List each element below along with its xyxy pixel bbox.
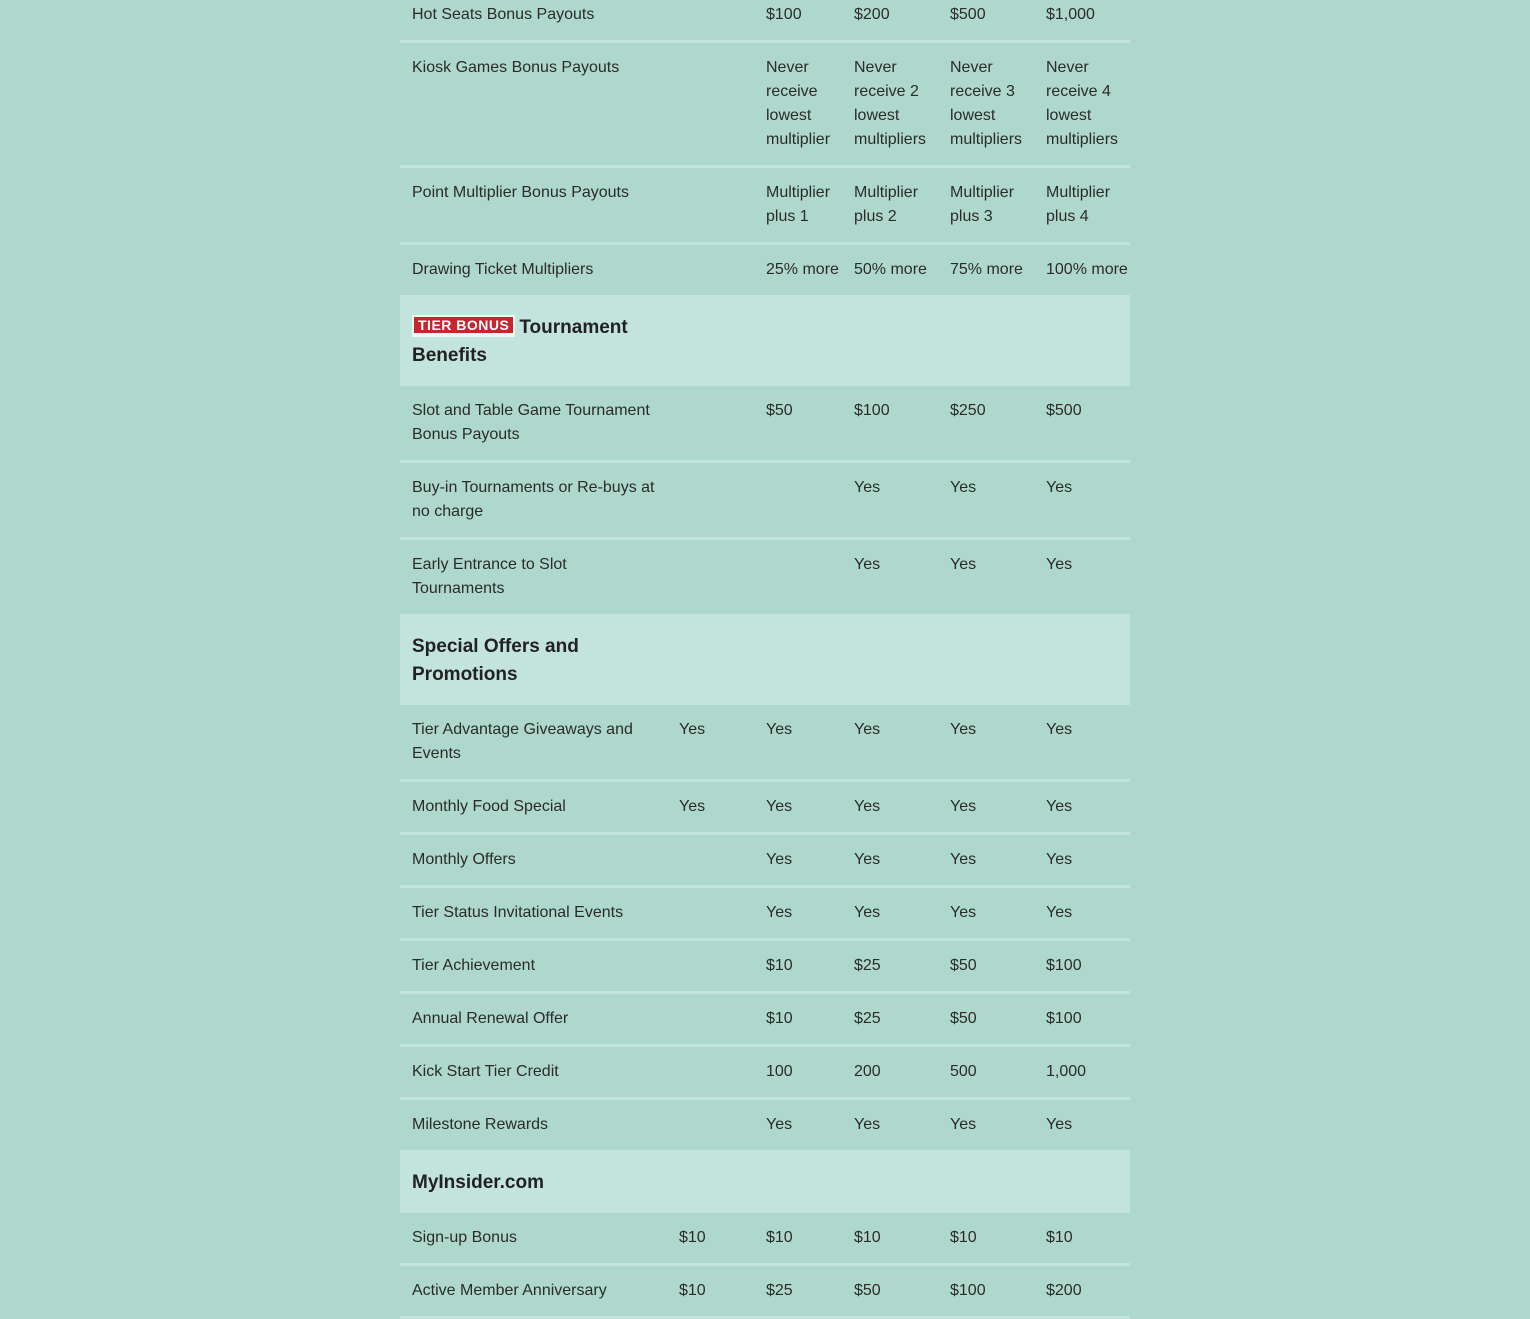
tier-value-cell bbox=[754, 539, 842, 616]
tier-value-cell: Yes bbox=[938, 704, 1034, 781]
tier-value-cell: Yes bbox=[667, 781, 754, 834]
tier-value-cell: $25 bbox=[842, 940, 938, 993]
tier-value-cell: $10 bbox=[938, 1212, 1034, 1265]
tier-value-cell: $10 bbox=[754, 993, 842, 1046]
tier-value-cell: Yes bbox=[754, 781, 842, 834]
tier-value-cell: $100 bbox=[842, 385, 938, 462]
tier-value-cell: $10 bbox=[1034, 1212, 1130, 1265]
table-row bbox=[400, 167, 1130, 244]
tier-value-cell: Yes bbox=[938, 887, 1034, 940]
table-row bbox=[400, 781, 1130, 834]
tier-value-cell: Yes bbox=[938, 834, 1034, 887]
table-row bbox=[400, 834, 1130, 887]
tier-value-cell: Multiplier plus 2 bbox=[842, 167, 938, 244]
tier-value-cell: Yes bbox=[1034, 704, 1130, 781]
tier-value-cell: Yes bbox=[667, 704, 754, 781]
tier-value-cell: 500 bbox=[938, 1046, 1034, 1099]
benefit-label: Tier Advantage Giveaways and Events bbox=[400, 704, 667, 781]
section-header bbox=[400, 297, 1130, 385]
tier-value-cell: 200 bbox=[842, 1046, 938, 1099]
tier-value-cell bbox=[667, 940, 754, 993]
tier-value-cell: Yes bbox=[754, 1099, 842, 1152]
tier-value-cell: Yes bbox=[1034, 781, 1130, 834]
tier-value-cell: Yes bbox=[842, 781, 938, 834]
section-title: MyInsider.com bbox=[412, 1172, 544, 1193]
tier-value-cell bbox=[667, 834, 754, 887]
benefit-label: Buy-in Tournaments or Re-buys at no charge bbox=[400, 462, 667, 539]
tier-value-cell: $100 bbox=[938, 1265, 1034, 1318]
tier-value-cell bbox=[667, 0, 754, 42]
tier-value-cell: $100 bbox=[754, 0, 842, 42]
tier-value-cell: $100 bbox=[1034, 993, 1130, 1046]
benefit-label: Tier Achievement bbox=[400, 940, 667, 993]
table-row bbox=[400, 539, 1130, 616]
tier-value-cell: Yes bbox=[842, 704, 938, 781]
tier-value-cell: Yes bbox=[938, 781, 1034, 834]
tier-value-cell: Yes bbox=[842, 1099, 938, 1152]
tier-value-cell: $100 bbox=[1034, 940, 1130, 993]
tier-value-cell: 1,000 bbox=[1034, 1046, 1130, 1099]
tier-value-cell: $250 bbox=[938, 385, 1034, 462]
tier-value-cell: Yes bbox=[842, 462, 938, 539]
benefit-label: Drawing Ticket Multipliers bbox=[400, 244, 667, 297]
section-header-row bbox=[400, 616, 1130, 704]
table-row bbox=[400, 993, 1130, 1046]
section-header bbox=[400, 616, 1130, 704]
table-row bbox=[400, 385, 1130, 462]
benefit-label: Early Entrance to Slot Tournaments bbox=[400, 539, 667, 616]
table-row bbox=[400, 1212, 1130, 1265]
tier-value-cell: $500 bbox=[938, 0, 1034, 42]
tier-value-cell: 100 bbox=[754, 1046, 842, 1099]
tier-value-cell: Yes bbox=[842, 834, 938, 887]
section-title-block bbox=[412, 1169, 642, 1197]
tier-value-cell bbox=[667, 993, 754, 1046]
tier-value-cell: Yes bbox=[754, 834, 842, 887]
tier-value-cell: Yes bbox=[1034, 539, 1130, 616]
tier-value-cell: Yes bbox=[842, 539, 938, 616]
tier-value-cell: Yes bbox=[1034, 462, 1130, 539]
tier-value-cell: Yes bbox=[842, 887, 938, 940]
table-row bbox=[400, 940, 1130, 993]
tier-value-cell: $200 bbox=[842, 0, 938, 42]
table-row bbox=[400, 887, 1130, 940]
tier-value-cell: $500 bbox=[1034, 385, 1130, 462]
section-title-block bbox=[412, 633, 642, 689]
tier-value-cell: Yes bbox=[754, 704, 842, 781]
tier-value-cell: Yes bbox=[1034, 834, 1130, 887]
tier-value-cell: Yes bbox=[1034, 887, 1130, 940]
benefit-label: Kick Start Tier Credit bbox=[400, 1046, 667, 1099]
benefit-label: Monthly Food Special bbox=[400, 781, 667, 834]
tier-value-cell: Yes bbox=[1034, 1099, 1130, 1152]
tier-value-cell bbox=[667, 1046, 754, 1099]
tier-value-cell bbox=[667, 42, 754, 167]
tier-value-cell bbox=[667, 167, 754, 244]
tier-value-cell: Multiplier plus 1 bbox=[754, 167, 842, 244]
tier-value-cell bbox=[667, 385, 754, 462]
tier-value-cell bbox=[667, 1099, 754, 1152]
benefit-label: Sign-up Bonus bbox=[400, 1212, 667, 1265]
tier-value-cell: Never receive 4 lowest multipliers bbox=[1034, 42, 1130, 167]
tier-value-cell: Multiplier plus 3 bbox=[938, 167, 1034, 244]
benefit-label: Tier Status Invitational Events bbox=[400, 887, 667, 940]
table-row bbox=[400, 42, 1130, 167]
section-title: Special Offers and Promotions bbox=[412, 636, 579, 685]
tier-value-cell: $10 bbox=[667, 1265, 754, 1318]
tier-value-cell: Never receive lowest multiplier bbox=[754, 42, 842, 167]
tier-value-cell: $200 bbox=[1034, 1265, 1130, 1318]
tier-value-cell: Yes bbox=[938, 1099, 1034, 1152]
tier-value-cell: $10 bbox=[667, 1212, 754, 1265]
table-row bbox=[400, 1265, 1130, 1318]
tier-value-cell: Never receive 2 lowest multipliers bbox=[842, 42, 938, 167]
benefits-table-container bbox=[400, 0, 1130, 1319]
tier-value-cell: 100% more bbox=[1034, 244, 1130, 297]
table-row bbox=[400, 244, 1130, 297]
tier-value-cell: $50 bbox=[842, 1265, 938, 1318]
tier-value-cell bbox=[754, 462, 842, 539]
section-title-block bbox=[412, 314, 642, 370]
tier-value-cell bbox=[667, 244, 754, 297]
section-header-row bbox=[400, 1152, 1130, 1212]
tier-value-cell: Multiplier plus 4 bbox=[1034, 167, 1130, 244]
benefit-label: Point Multiplier Bonus Payouts bbox=[400, 167, 667, 244]
tier-value-cell: Yes bbox=[754, 887, 842, 940]
tier-value-cell: $50 bbox=[754, 385, 842, 462]
benefit-label: Active Member Anniversary bbox=[400, 1265, 667, 1318]
benefit-label: Annual Renewal Offer bbox=[400, 993, 667, 1046]
benefit-label: Monthly Offers bbox=[400, 834, 667, 887]
table-row bbox=[400, 1046, 1130, 1099]
tier-value-cell: Never receive 3 lowest multipliers bbox=[938, 42, 1034, 167]
table-row bbox=[400, 1099, 1130, 1152]
tier-value-cell: $1,000 bbox=[1034, 0, 1130, 42]
tier-value-cell: Yes bbox=[938, 462, 1034, 539]
section-title: Tournament Benefits bbox=[412, 317, 628, 366]
tier-bonus-logo bbox=[412, 315, 515, 337]
benefit-label: Kiosk Games Bonus Payouts bbox=[400, 42, 667, 167]
tier-value-cell: $50 bbox=[938, 940, 1034, 993]
tier-value-cell: 25% more bbox=[754, 244, 842, 297]
table-row bbox=[400, 704, 1130, 781]
tier-bonus-logo-text: TIER BONUS bbox=[414, 317, 513, 333]
tier-value-cell: $50 bbox=[938, 993, 1034, 1046]
tier-value-cell: $25 bbox=[754, 1265, 842, 1318]
section-header bbox=[400, 1152, 1130, 1212]
tier-value-cell bbox=[667, 887, 754, 940]
tier-benefits-table bbox=[400, 0, 1130, 1319]
tier-value-cell bbox=[667, 462, 754, 539]
tier-value-cell: $10 bbox=[754, 940, 842, 993]
tier-value-cell bbox=[667, 539, 754, 616]
benefit-label: Hot Seats Bonus Payouts bbox=[400, 0, 667, 42]
benefit-label: Slot and Table Game Tournament Bonus Payouts bbox=[400, 385, 667, 462]
tier-value-cell: Yes bbox=[938, 539, 1034, 616]
table-body bbox=[400, 0, 1130, 1318]
tier-value-cell: $10 bbox=[754, 1212, 842, 1265]
table-row bbox=[400, 462, 1130, 539]
benefit-label: Milestone Rewards bbox=[400, 1099, 667, 1152]
tier-value-cell: 75% more bbox=[938, 244, 1034, 297]
section-header-row bbox=[400, 297, 1130, 385]
tier-value-cell: 50% more bbox=[842, 244, 938, 297]
table-row bbox=[400, 0, 1130, 42]
tier-value-cell: $10 bbox=[842, 1212, 938, 1265]
tier-value-cell: $25 bbox=[842, 993, 938, 1046]
